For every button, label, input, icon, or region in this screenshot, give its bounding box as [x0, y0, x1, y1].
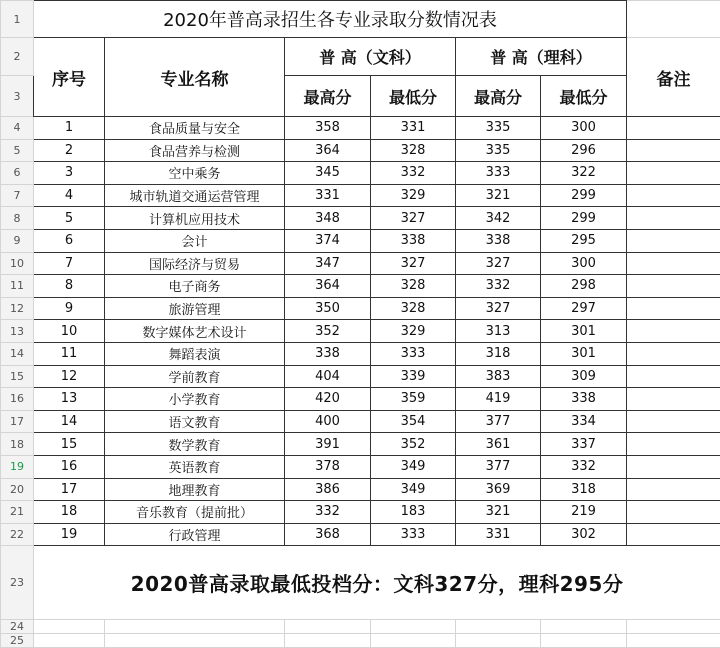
- cell-arts-min[interactable]: 354: [371, 410, 456, 433]
- row-number[interactable]: 2: [1, 38, 34, 76]
- cell-arts-max[interactable]: 391: [285, 433, 371, 456]
- row-number[interactable]: 23: [1, 546, 34, 620]
- empty-cell[interactable]: [105, 620, 285, 634]
- cell-major-name[interactable]: 英语教育: [105, 455, 285, 478]
- cell-science-min[interactable]: 299: [541, 184, 627, 207]
- empty-cell[interactable]: [456, 620, 541, 634]
- cell-science-max[interactable]: 327: [456, 252, 541, 275]
- cell-science-max[interactable]: 377: [456, 455, 541, 478]
- row-number[interactable]: 18: [1, 433, 34, 456]
- header-arts-group[interactable]: 普 高（文科）: [285, 38, 456, 76]
- cell-remarks[interactable]: [627, 365, 720, 388]
- header-remarks[interactable]: 备注: [627, 38, 720, 117]
- row-number[interactable]: 17: [1, 410, 34, 433]
- cell-arts-min[interactable]: 328: [371, 275, 456, 298]
- header-science-min[interactable]: 最低分: [541, 76, 627, 117]
- cell-arts-min[interactable]: 352: [371, 433, 456, 456]
- row-number[interactable]: 13: [1, 320, 34, 343]
- cell-science-min[interactable]: 295: [541, 229, 627, 252]
- cell-remarks[interactable]: [627, 139, 720, 162]
- table-row: [1, 207, 720, 230]
- cell-arts-min[interactable]: 349: [371, 478, 456, 501]
- cell-remarks[interactable]: [627, 117, 720, 140]
- title-row: [1, 1, 720, 38]
- cell-science-min[interactable]: 299: [541, 207, 627, 230]
- cell-remarks[interactable]: [627, 320, 720, 343]
- cell-remarks[interactable]: [627, 433, 720, 456]
- cell-remarks[interactable]: [627, 207, 720, 230]
- cell-science-max[interactable]: 342: [456, 207, 541, 230]
- table-row: [1, 297, 720, 320]
- cell-science-max[interactable]: 331: [456, 523, 541, 546]
- table-row: [1, 523, 720, 546]
- cell-arts-min[interactable]: 359: [371, 388, 456, 411]
- cell-index[interactable]: 19: [34, 523, 105, 546]
- empty-cell[interactable]: [627, 1, 720, 38]
- table-row: [1, 139, 720, 162]
- table-row: [1, 275, 720, 298]
- cell-index[interactable]: 12: [34, 365, 105, 388]
- cell-science-min[interactable]: 301: [541, 342, 627, 365]
- cell-arts-min[interactable]: 327: [371, 207, 456, 230]
- table-row: [1, 433, 720, 456]
- cell-science-max[interactable]: 377: [456, 410, 541, 433]
- cell-remarks[interactable]: [627, 184, 720, 207]
- cell-science-max[interactable]: 333: [456, 162, 541, 185]
- cell-arts-min[interactable]: 328: [371, 297, 456, 320]
- cell-major-name[interactable]: 数字媒体艺术设计: [105, 320, 285, 343]
- row-number[interactable]: 5: [1, 139, 34, 162]
- cell-major-name[interactable]: 小学教育: [105, 388, 285, 411]
- table-row: [1, 388, 720, 411]
- cell-science-min[interactable]: 302: [541, 523, 627, 546]
- cell-science-min[interactable]: 309: [541, 365, 627, 388]
- cell-arts-max[interactable]: 364: [285, 139, 371, 162]
- cell-science-max[interactable]: 313: [456, 320, 541, 343]
- cell-science-max[interactable]: 369: [456, 478, 541, 501]
- header-science-group[interactable]: 普 高（理科）: [456, 38, 627, 76]
- table-row: [1, 410, 720, 433]
- table-title[interactable]: 2020年普高录招生各专业录取分数情况表: [34, 1, 627, 38]
- cell-science-max[interactable]: 321: [456, 501, 541, 524]
- table-row: [1, 252, 720, 275]
- header-major[interactable]: 专业名称: [105, 38, 285, 117]
- row-number[interactable]: 12: [1, 297, 34, 320]
- cell-science-min[interactable]: 337: [541, 433, 627, 456]
- cell-science-max[interactable]: 318: [456, 342, 541, 365]
- cell-major-name[interactable]: 学前教育: [105, 365, 285, 388]
- cell-index[interactable]: 7: [34, 252, 105, 275]
- row-number[interactable]: 14: [1, 342, 34, 365]
- cell-major-name[interactable]: 舞蹈表演: [105, 342, 285, 365]
- cell-science-min[interactable]: 219: [541, 501, 627, 524]
- empty-cell[interactable]: [371, 620, 456, 634]
- cell-science-min[interactable]: 300: [541, 117, 627, 140]
- row-number[interactable]: 11: [1, 275, 34, 298]
- empty-cell[interactable]: [371, 634, 456, 648]
- cell-arts-max[interactable]: 404: [285, 365, 371, 388]
- cell-arts-min[interactable]: 333: [371, 523, 456, 546]
- cell-arts-min[interactable]: 329: [371, 184, 456, 207]
- cell-arts-min[interactable]: 338: [371, 229, 456, 252]
- cell-remarks[interactable]: [627, 501, 720, 524]
- cell-arts-min[interactable]: 349: [371, 455, 456, 478]
- cell-science-max[interactable]: 338: [456, 229, 541, 252]
- cell-science-min[interactable]: 338: [541, 388, 627, 411]
- cell-remarks[interactable]: [627, 275, 720, 298]
- table-row: [1, 229, 720, 252]
- cell-science-min[interactable]: 296: [541, 139, 627, 162]
- cell-remarks[interactable]: [627, 455, 720, 478]
- cell-major-name[interactable]: 行政管理: [105, 523, 285, 546]
- row-number[interactable]: 10: [1, 252, 34, 275]
- table-row: [1, 162, 720, 185]
- cell-index[interactable]: 5: [34, 207, 105, 230]
- cell-arts-max[interactable]: 352: [285, 320, 371, 343]
- cell-remarks[interactable]: [627, 297, 720, 320]
- cell-remarks[interactable]: [627, 162, 720, 185]
- cell-index[interactable]: 18: [34, 501, 105, 524]
- cell-index[interactable]: 9: [34, 297, 105, 320]
- cell-arts-min[interactable]: 333: [371, 342, 456, 365]
- table-row: [1, 320, 720, 343]
- cell-major-name[interactable]: 计算机应用技术: [105, 207, 285, 230]
- row-number[interactable]: 21: [1, 501, 34, 524]
- cell-major-name[interactable]: 国际经济与贸易: [105, 252, 285, 275]
- cell-science-min[interactable]: 332: [541, 455, 627, 478]
- blank-row: [1, 634, 720, 648]
- cell-arts-max[interactable]: 368: [285, 523, 371, 546]
- row-number[interactable]: 20: [1, 478, 34, 501]
- cell-arts-max[interactable]: 350: [285, 297, 371, 320]
- cell-arts-max[interactable]: 345: [285, 162, 371, 185]
- cell-index[interactable]: 10: [34, 320, 105, 343]
- empty-cell[interactable]: [541, 620, 627, 634]
- cell-remarks[interactable]: [627, 229, 720, 252]
- cell-science-max[interactable]: 361: [456, 433, 541, 456]
- row-number[interactable]: 3: [1, 76, 34, 117]
- cell-science-min[interactable]: 322: [541, 162, 627, 185]
- cell-arts-max[interactable]: 420: [285, 388, 371, 411]
- row-number[interactable]: 15: [1, 365, 34, 388]
- cell-arts-max[interactable]: 364: [285, 275, 371, 298]
- cell-arts-max[interactable]: 374: [285, 229, 371, 252]
- cell-index[interactable]: 14: [34, 410, 105, 433]
- cell-major-name[interactable]: 旅游管理: [105, 297, 285, 320]
- cell-science-max[interactable]: 419: [456, 388, 541, 411]
- header-arts-max[interactable]: 最高分: [285, 76, 371, 117]
- cell-major-name[interactable]: 食品质量与安全: [105, 117, 285, 140]
- cell-remarks[interactable]: [627, 478, 720, 501]
- summary-row: [1, 546, 720, 620]
- cell-remarks[interactable]: [627, 252, 720, 275]
- cell-arts-max[interactable]: 400: [285, 410, 371, 433]
- cell-major-name[interactable]: 数学教育: [105, 433, 285, 456]
- header-arts-min[interactable]: 最低分: [371, 76, 456, 117]
- cell-remarks[interactable]: [627, 342, 720, 365]
- cell-arts-min[interactable]: 183: [371, 501, 456, 524]
- cell-arts-min[interactable]: 327: [371, 252, 456, 275]
- empty-cell[interactable]: [285, 634, 371, 648]
- cell-arts-max[interactable]: 358: [285, 117, 371, 140]
- cell-remarks[interactable]: [627, 523, 720, 546]
- cell-index[interactable]: 17: [34, 478, 105, 501]
- row-number[interactable]: 9: [1, 229, 34, 252]
- row-number[interactable]: 22: [1, 523, 34, 546]
- empty-cell[interactable]: [627, 620, 720, 634]
- cell-science-min[interactable]: 300: [541, 252, 627, 275]
- cell-science-max[interactable]: 335: [456, 117, 541, 140]
- cell-major-name[interactable]: 会计: [105, 229, 285, 252]
- row-number[interactable]: 16: [1, 388, 34, 411]
- cell-arts-max[interactable]: 348: [285, 207, 371, 230]
- cell-science-min[interactable]: 301: [541, 320, 627, 343]
- cell-arts-max[interactable]: 332: [285, 501, 371, 524]
- empty-cell[interactable]: [34, 634, 105, 648]
- cell-arts-min[interactable]: 339: [371, 365, 456, 388]
- cell-arts-max[interactable]: 386: [285, 478, 371, 501]
- cell-science-min[interactable]: 334: [541, 410, 627, 433]
- empty-cell[interactable]: [456, 634, 541, 648]
- cell-major-name[interactable]: 电子商务: [105, 275, 285, 298]
- empty-cell[interactable]: [105, 634, 285, 648]
- cell-arts-max[interactable]: 331: [285, 184, 371, 207]
- table-row: [1, 342, 720, 365]
- row-number[interactable]: 19: [1, 455, 34, 478]
- cell-arts-min[interactable]: 328: [371, 139, 456, 162]
- cell-arts-max[interactable]: 347: [285, 252, 371, 275]
- cell-index[interactable]: 15: [34, 433, 105, 456]
- cell-index[interactable]: 11: [34, 342, 105, 365]
- cell-arts-max[interactable]: 338: [285, 342, 371, 365]
- cell-science-max[interactable]: 383: [456, 365, 541, 388]
- row-number[interactable]: 6: [1, 162, 34, 185]
- cell-index[interactable]: 3: [34, 162, 105, 185]
- cell-science-min[interactable]: 298: [541, 275, 627, 298]
- cell-major-name[interactable]: 地理教育: [105, 478, 285, 501]
- header-row-group: [1, 38, 720, 76]
- row-number[interactable]: 25: [1, 634, 34, 648]
- cell-major-name[interactable]: 空中乘务: [105, 162, 285, 185]
- cell-major-name[interactable]: 城市轨道交通运营管理: [105, 184, 285, 207]
- cell-major-name[interactable]: 语文教育: [105, 410, 285, 433]
- row-number[interactable]: 4: [1, 117, 34, 140]
- empty-cell[interactable]: [541, 634, 627, 648]
- cell-index[interactable]: 2: [34, 139, 105, 162]
- cell-remarks[interactable]: [627, 388, 720, 411]
- table-row: [1, 184, 720, 207]
- cell-major-name[interactable]: 音乐教育（提前批）: [105, 501, 285, 524]
- cell-index[interactable]: 6: [34, 229, 105, 252]
- table-row: [1, 501, 720, 524]
- table-row: [1, 455, 720, 478]
- row-number[interactable]: 24: [1, 620, 34, 634]
- empty-cell[interactable]: [285, 620, 371, 634]
- cell-science-max[interactable]: 335: [456, 139, 541, 162]
- row-number[interactable]: 8: [1, 207, 34, 230]
- cell-science-max[interactable]: 327: [456, 297, 541, 320]
- cell-arts-min[interactable]: 329: [371, 320, 456, 343]
- cell-science-min[interactable]: 297: [541, 297, 627, 320]
- cell-arts-min[interactable]: 332: [371, 162, 456, 185]
- cell-major-name[interactable]: 食品营养与检测: [105, 139, 285, 162]
- table-row: [1, 365, 720, 388]
- cell-remarks[interactable]: [627, 410, 720, 433]
- summary-text[interactable]: 2020普高录取最低投档分：文科327分，理科295分: [34, 546, 720, 620]
- empty-cell[interactable]: [34, 620, 105, 634]
- table-row: [1, 478, 720, 501]
- cell-index[interactable]: 8: [34, 275, 105, 298]
- cell-science-min[interactable]: 318: [541, 478, 627, 501]
- cell-index[interactable]: 13: [34, 388, 105, 411]
- cell-index[interactable]: 1: [34, 117, 105, 140]
- cell-arts-min[interactable]: 331: [371, 117, 456, 140]
- cell-index[interactable]: 16: [34, 455, 105, 478]
- row-number[interactable]: 7: [1, 184, 34, 207]
- cell-index[interactable]: 4: [34, 184, 105, 207]
- header-index[interactable]: 序号: [34, 38, 105, 117]
- header-science-max[interactable]: 最高分: [456, 76, 541, 117]
- cell-science-max[interactable]: 321: [456, 184, 541, 207]
- blank-row: [1, 620, 720, 634]
- row-number[interactable]: 1: [1, 1, 34, 38]
- table-row: [1, 117, 720, 140]
- cell-arts-max[interactable]: 378: [285, 455, 371, 478]
- empty-cell[interactable]: [627, 634, 720, 648]
- cell-science-max[interactable]: 332: [456, 275, 541, 298]
